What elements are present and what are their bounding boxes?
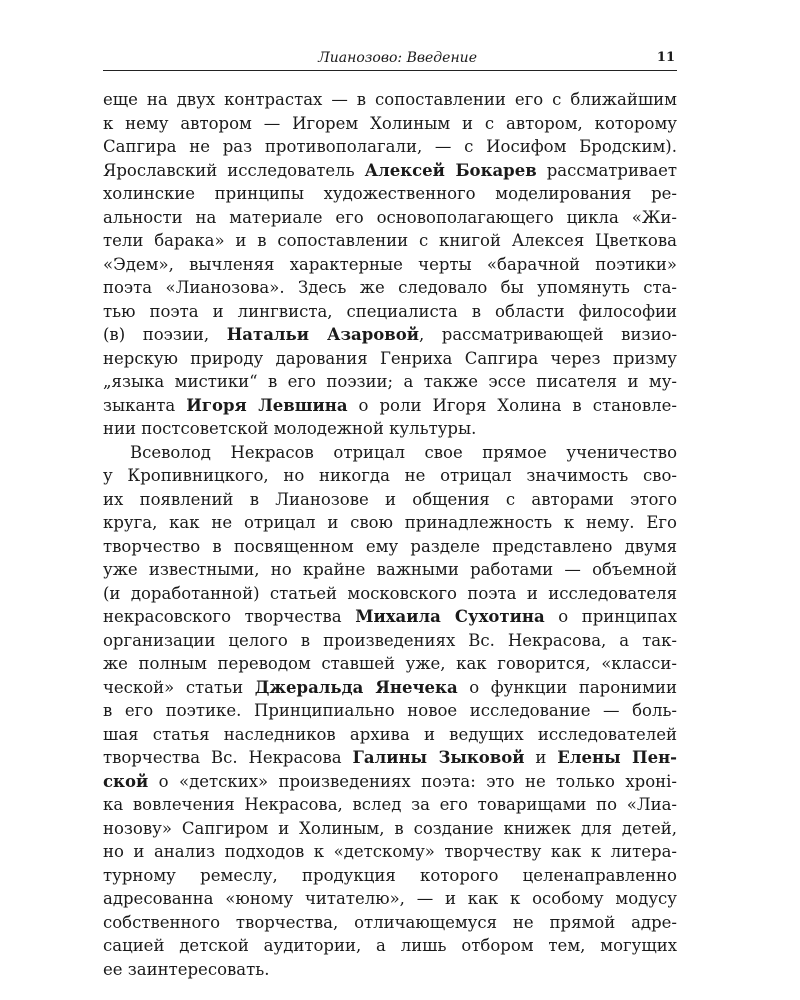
text-run: ее заинтересовать. — [103, 959, 270, 979]
text-run: о функции паронимии — [457, 677, 677, 697]
author-name: ской — [103, 771, 149, 791]
text-line — [103, 441, 677, 465]
author-name: Натальи Азаровой — [226, 325, 419, 344]
text-line — [103, 182, 677, 206]
text-run: тели барака» и в сопоставлении с книгой Алексея Цветкова — [103, 231, 677, 250]
text-line — [103, 88, 677, 112]
text-line — [103, 676, 677, 700]
text-line — [103, 723, 677, 747]
text-line — [103, 582, 677, 606]
text-run: организации целого в произведениях Вс. Некрасова, а так- — [103, 630, 677, 650]
text-line — [103, 370, 677, 394]
text-line — [103, 300, 677, 324]
text-run: (и доработанной) статьей московского поэта и исследователя — [103, 583, 677, 603]
text-line — [103, 558, 677, 582]
text-run: (в) поэзии, — [103, 325, 227, 344]
text-line — [103, 276, 677, 300]
text-line — [103, 840, 677, 864]
text-run: ческой» статьи — [103, 677, 255, 697]
text-run: творчества Вс. Некрасова — [103, 748, 353, 767]
text-line — [103, 629, 677, 653]
text-run: круга, как не отрицал и свою принадлежность к нему. Его — [103, 513, 677, 532]
text-line — [103, 347, 677, 371]
text-run: ка вовлечения Некрасова, вслед за его товарищами по «Лиа- — [103, 795, 677, 814]
text-run: , рассматривающей визио- — [418, 325, 677, 344]
text-run: о принципах — [544, 607, 677, 626]
text-line — [103, 746, 677, 770]
author-name: Игоря Левшина — [186, 395, 348, 415]
text-line — [103, 934, 677, 958]
text-run: тью поэта и лингвиста, специалиста в области философии — [103, 301, 677, 321]
text-run: о «детских» произведениях поэта: это не только хроні- — [148, 771, 677, 791]
text-line — [103, 206, 677, 230]
text-line — [103, 253, 677, 277]
text-line — [103, 605, 677, 629]
text-run: Ярославский исследователь — [103, 160, 365, 180]
author-name: Михаила Сухотина — [355, 607, 545, 626]
text-run: к нему автором — Игорем Холиным и с автором, которому — [103, 113, 677, 133]
text-run: альности на материале его основополагающего цикла «Жи- — [103, 207, 677, 227]
text-line — [103, 887, 677, 911]
text-run: у Кропивницкого, но никогда не отрицал значимость сво- — [103, 466, 677, 485]
text-run: но и анализ подходов к «детскому» творчеству как к литера- — [103, 842, 677, 861]
text-line — [103, 488, 677, 512]
text-run: нозову» Сапгиром и Холиным, в создание книжек для детей, — [103, 818, 677, 838]
text-run: нии постсоветской молодежной культуры. — [103, 419, 477, 438]
text-run: Всеволод Некрасов отрицал свое прямое ученичество — [130, 442, 677, 462]
author-name: Алексей Бокарев — [364, 160, 537, 180]
text-run: о роли Игоря Холина в становле- — [347, 395, 677, 415]
text-run: еще на двух контрастах — в сопоставлении его с ближайшим — [103, 90, 677, 109]
text-run: шая статья наследников архива и ведущих исследователей — [103, 724, 677, 744]
text-line — [103, 793, 677, 817]
text-run: холинские принципы художественного моделирования ре- — [103, 184, 677, 203]
text-run: собственного творчества, отличающемуся не прямой адре- — [103, 912, 677, 932]
text-line — [103, 511, 677, 535]
text-line — [103, 958, 677, 982]
page-header — [103, 48, 677, 71]
author-name: Елены Пен- — [557, 748, 678, 767]
author-name: Джеральда Янечека — [254, 677, 458, 697]
text-run: сацией детской аудитории, а лишь отбором тем, могущих — [103, 936, 677, 955]
text-run: нерскую природу дарования Генриха Сапгира через призму — [103, 348, 677, 368]
text-run: некрасовского творчества — [103, 607, 356, 626]
text-line — [103, 911, 677, 935]
text-line — [103, 464, 677, 488]
text-run: и — [524, 748, 558, 767]
text-line — [103, 535, 677, 559]
text-run: турному ремеслу, продукция которого целенаправленно — [103, 865, 677, 885]
text-line — [103, 699, 677, 723]
text-line — [103, 135, 677, 159]
text-run: их появлений в Лианозове и общения с авторами этого — [103, 489, 677, 509]
text-line — [103, 323, 677, 347]
text-run: зыканта — [103, 395, 187, 415]
text-line — [103, 229, 677, 253]
text-run: же полным переводом ставшей уже, как говорится, «класси- — [103, 654, 677, 673]
text-run: «Эдем», вычленяя характерные черты «барачной поэтики» — [103, 254, 677, 274]
text-line — [103, 817, 677, 841]
text-line — [103, 159, 677, 183]
text-line — [103, 652, 677, 676]
text-line — [103, 112, 677, 136]
text-line — [103, 394, 677, 418]
text-run: Сапгира не раз противополагали, — с Иосифом Бродским). — [103, 137, 677, 156]
text-run: рассматривает — [536, 160, 678, 180]
text-run: поэта «Лианозова». Здесь же следовало бы упомянуть ста- — [103, 278, 677, 297]
text-run: творчество в посвященном ему разделе представлено двумя — [103, 536, 677, 556]
running-head: Лианозово: Введение — [318, 50, 477, 66]
text-line — [103, 417, 677, 441]
text-line — [103, 770, 677, 794]
body-text — [103, 88, 677, 981]
text-run: в его поэтике. Принципиально новое исследование — боль- — [103, 701, 677, 720]
text-line — [103, 864, 677, 888]
page-number: 11 — [656, 50, 675, 65]
text-run: „языка мистики“ в его поэзии; а также эссе писателя и му- — [103, 372, 677, 391]
text-run: уже известными, но крайне важными работами — объемной — [103, 560, 677, 579]
author-name: Галины Зыковой — [352, 748, 525, 767]
text-run: адресованна «юному читателю», — и как к особому модусу — [103, 889, 677, 908]
